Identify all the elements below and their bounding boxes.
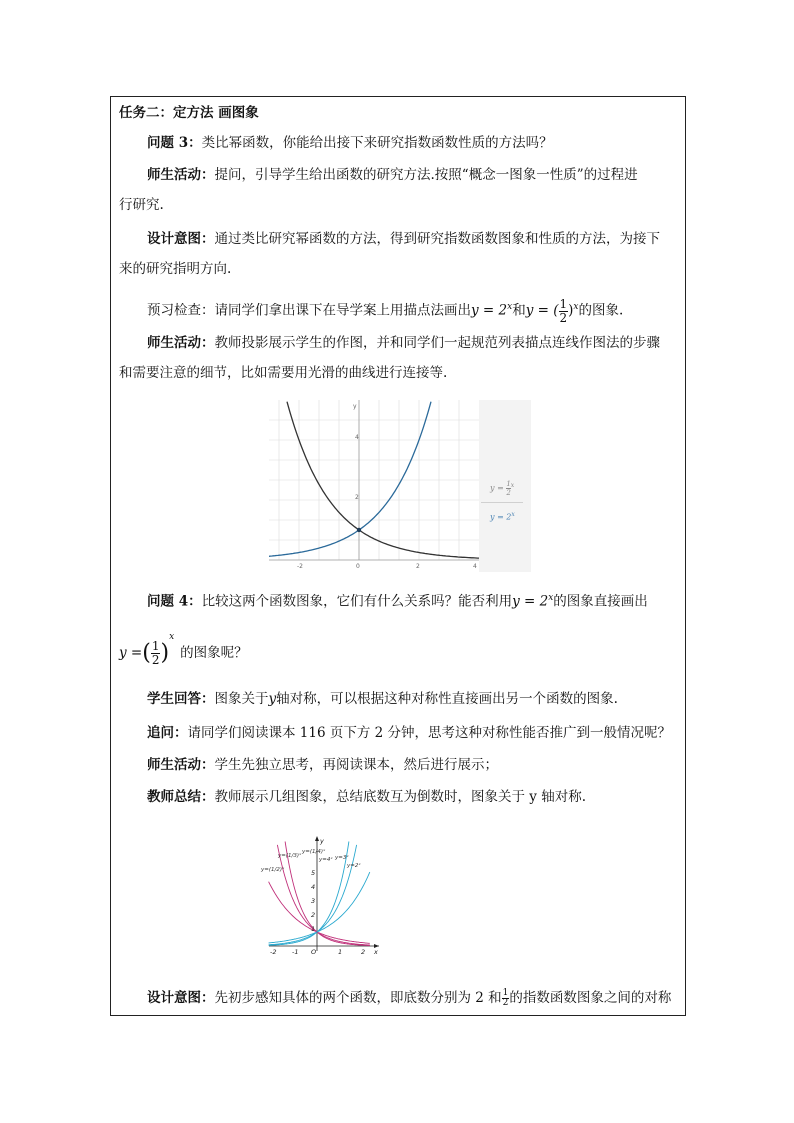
intersection-point xyxy=(357,528,361,532)
fraction-half: $\frac{1}{2}$ xyxy=(559,296,568,325)
label-two: y=2ˣ xyxy=(347,863,361,869)
legend-divider xyxy=(481,502,523,503)
label-three: y=3ˣ xyxy=(335,855,349,861)
tick-x-4: 4 xyxy=(473,563,477,570)
tick-origin: O xyxy=(311,948,317,956)
legend-two-label: $y = 2^x$ xyxy=(490,511,515,522)
tick-x-0: 0 xyxy=(356,563,360,570)
tick-x-neg2: -2 xyxy=(297,563,303,570)
label-one-quarter: y=(1/4)ˣ xyxy=(302,849,326,855)
tick-y-1: 1 xyxy=(311,925,316,933)
teacher-activity-3: 师生活动：学生先独立思考，再阅读课本，然后进行展示； xyxy=(147,757,498,773)
tick-y-2: 2 xyxy=(311,911,316,919)
question-4-cont: y =( $\frac{1}{2}$ )$^x$的图象呢？ xyxy=(119,632,248,667)
preview-check: 预习检查：请同学们拿出课下在导学案上用描点法画出$y = 2^x$和y = ( $\frac{1}{2}$ )$^x$的图象. xyxy=(147,296,624,325)
tick-x-neg2: -2 xyxy=(270,948,277,956)
tick-x-1: 1 xyxy=(338,948,343,956)
question-4: 问题 4：比较这两个函数图象，它们有什么关系吗？能否利用$y = 2^x$的图象直接画出 xyxy=(147,593,648,610)
follow-up-question: 追问：请同学们阅读课本 116 页下方 2 分钟，思考这种对称性能否推广到一般情况呢？ xyxy=(147,725,672,741)
curve-two xyxy=(269,872,370,943)
tick-y-5: 5 xyxy=(311,869,316,877)
tick-y-4: 4 xyxy=(311,883,316,891)
student-answer: 学生回答：图象关于y轴对称，可以根据这种对称性直接画出另一个函数的图象. xyxy=(147,691,618,707)
y-axis-label: y xyxy=(353,403,357,410)
tick-x-2: 2 xyxy=(416,563,420,570)
question-3: 问题 3：类比幂函数，你能给出接下来研究指数函数性质的方法吗？ xyxy=(147,135,553,151)
x-axis-label: x xyxy=(374,948,378,956)
teacher-summary: 教师总结：教师展示几组图象，总结底数互为倒数时，图象关于 y 轴对称. xyxy=(147,789,586,805)
exponential-graph-2 xyxy=(247,833,387,965)
lesson-table-cell xyxy=(110,96,686,1016)
legend-half-label: y = $\frac{1}{2}$ $^x$ xyxy=(490,480,515,497)
label-four: y=4ˣ xyxy=(319,857,333,863)
label-one-half: y=(1/2)ˣ xyxy=(261,867,285,873)
y-axis-label: y xyxy=(320,837,324,845)
tick-y-4: 4 xyxy=(355,434,359,441)
design-intent-1-cont: 来的研究指明方向. xyxy=(119,261,232,277)
teacher-activity-1: 师生活动：提问，引导学生给出函数的研究方法.按照“概念一图象一性质”的过程进 xyxy=(147,167,638,183)
label-one-third: y=(1/3)ˣ xyxy=(278,853,302,859)
teacher-activity-2: 师生活动：教师投影展示学生的作图，并和同学们一起规范列表描点连线作图法的步骤 xyxy=(147,335,660,351)
tick-y-2: 2 xyxy=(355,494,359,501)
teacher-activity-1-cont: 行研究. xyxy=(119,197,164,213)
design-intent-1: 设计意图：通过类比研究幂函数的方法，得到研究指数函数图象和性质的方法，为接下 xyxy=(147,231,660,247)
tick-x-2: 2 xyxy=(361,948,366,956)
task-title: 任务二：定方法 画图象 xyxy=(119,105,259,121)
teacher-activity-2-cont: 和需要注意的细节，比如需要用光滑的曲线进行连接等. xyxy=(119,365,448,381)
tick-x-neg1: -1 xyxy=(292,948,299,956)
tick-y-3: 3 xyxy=(311,897,316,905)
design-intent-2: 设计意图：先初步感知具体的两个函数，即底数分别为 2 和 $\frac{1}{2}$ 的指数函数图象之间的对称 xyxy=(147,988,672,1008)
